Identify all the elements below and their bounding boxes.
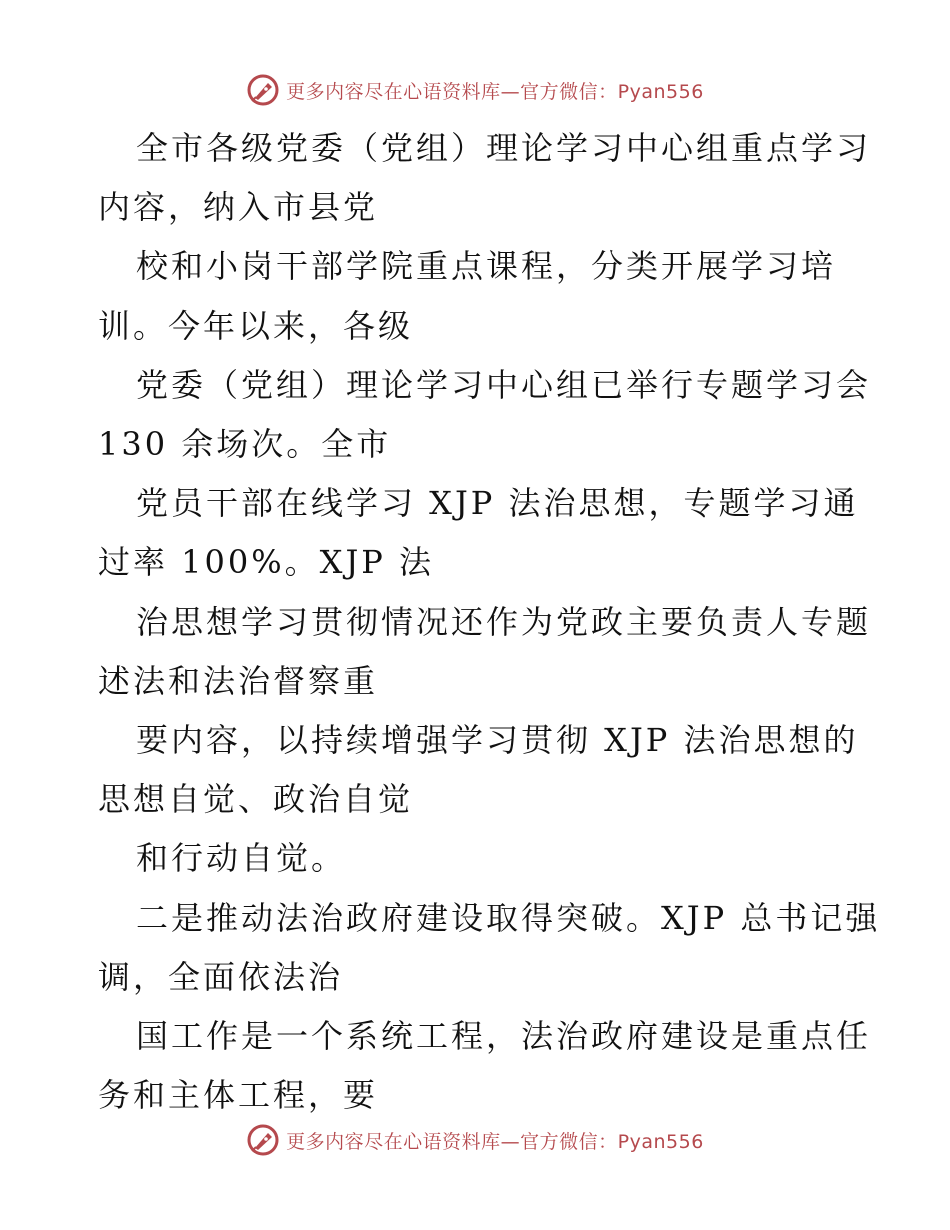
document-body [0,120,950,1115]
pen-nib-logo-icon [246,73,280,107]
text-line: 训。今年以来，各级 [98,306,414,345]
text-line: 校和小岗干部学院重点课程，分类开展学习培 [136,247,837,286]
pen-nib-logo-icon [246,1123,280,1157]
text-line: 党员干部在线学习 XJP 法治思想，专题学习通 [136,484,859,523]
header-watermark [0,70,950,110]
text-line: 思想自觉、政治自觉 [98,780,414,819]
text-line: 治思想学习贯彻情况还作为党政主要负责人专题 [136,602,872,641]
text-line: 国工作是一个系统工程，法治政府建设是重点任 [136,1017,872,1055]
text-line: 二是推动法治政府建设取得突破。XJP 总书记强 [136,898,881,937]
text-line: 过率 100%。XJP 法 [98,543,434,582]
text-line: 全市各级党委（党组）理论学习中心组重点学习 [136,129,872,167]
text-line: 述法和法治督察重 [98,661,379,700]
watermark-text: 更多内容尽在心语资料库—官方微信：Pyan556 [286,1130,704,1153]
watermark-text: 更多内容尽在心语资料库—官方微信：Pyan556 [286,80,704,103]
text-line: 内容，纳入市县党 [98,188,379,227]
text-line: 要内容，以持续增强学习贯彻 XJP 法治思想的 [136,721,859,759]
text-line: 党委（党组）理论学习中心组已举行专题学习会 [136,365,872,404]
text-line: 130 余场次。全市 [98,425,392,463]
text-line: 务和主体工程，要 [98,1076,379,1115]
text-line: 和行动自觉。 [136,839,347,878]
text-line: 调，全面依法治 [98,957,344,996]
footer-watermark [0,1120,950,1160]
